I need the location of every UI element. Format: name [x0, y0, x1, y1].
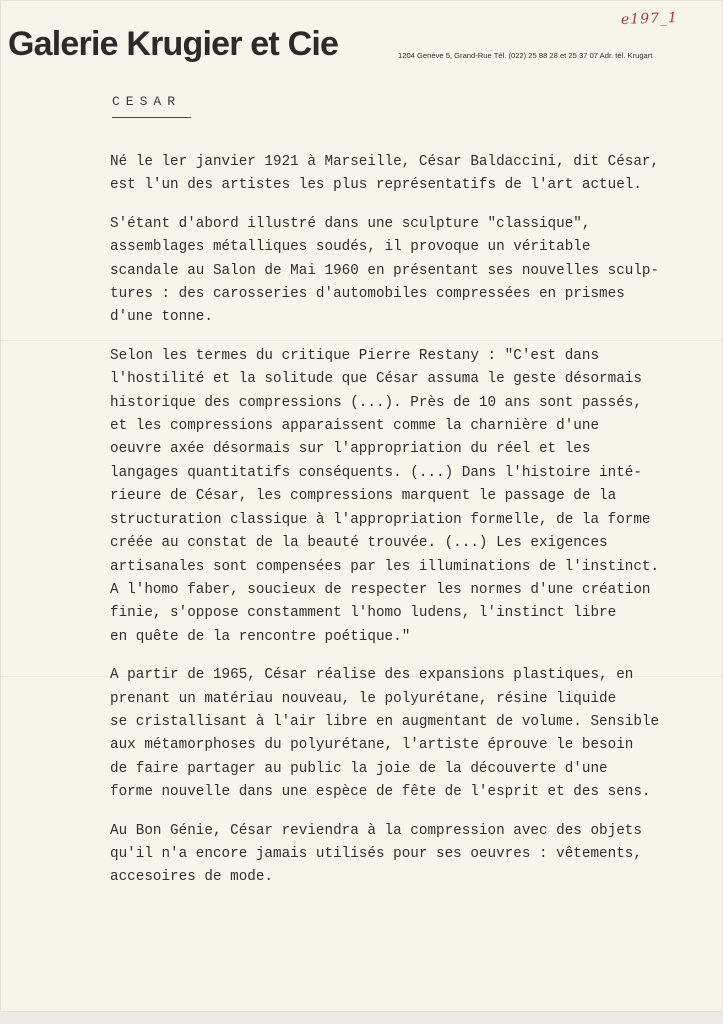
text-line: rieure de César, les compressions marquent le passage de la: [110, 488, 617, 505]
archive-reference-annotation: e197_1: [620, 10, 679, 28]
text-line: finie, s'oppose constamment l'homo ludens, l'instinct libre: [110, 605, 617, 622]
text-line: se cristallisant à l'air libre en augmentant de volume. Sensible: [110, 713, 660, 730]
title-underline: [112, 117, 191, 118]
text-line: assemblages métalliques soudés, il provoque un véritable: [110, 239, 591, 256]
document-body: [110, 151, 690, 905]
document-title: CESAR: [112, 94, 182, 109]
text-line: est l'un des artistes les plus représentatifs de l'art actuel.: [110, 177, 642, 194]
text-line: A partir de 1965, César réalise des expansions plastiques, en: [110, 667, 634, 684]
paragraph: [110, 664, 690, 804]
gallery-address: 1204 Genève 5, Grand-Rue Tél. (022) 25 88 28 et 25 37 07 Adr. tél. Krugart: [398, 51, 653, 60]
text-line: structuration classique à l'appropriation formelle, de la forme: [110, 511, 651, 528]
paragraph: [110, 151, 690, 198]
text-line: historique des compressions (...). Près de 10 ans sont passés,: [110, 394, 642, 411]
text-line: d'une tonne.: [110, 309, 213, 326]
letterhead: [8, 25, 716, 75]
text-line: de faire partager au public la joie de la découverte d'une: [110, 760, 608, 777]
text-line: créée au constat de la beauté trouvée. (...) Les exigences: [110, 535, 608, 552]
text-line: oeuvre axée désormais sur l'appropriation du réel et les: [110, 441, 591, 458]
text-line: A l'homo faber, soucieux de respecter les normes d'une création: [110, 581, 651, 598]
text-line: forme nouvelle dans une espèce de fête de l'esprit et des sens.: [110, 784, 651, 801]
text-line: Selon les termes du critique Pierre Restany : "C'est dans: [110, 347, 600, 364]
text-line: Né le ler janvier 1921 à Marseille, César Baldaccini, dit César,: [110, 154, 660, 170]
text-line: scandale au Salon de Mai 1960 en présentant ses nouvelles sculp-: [110, 262, 660, 279]
paragraph: [110, 213, 690, 330]
text-line: et les compressions apparaissent comme la charnière d'une: [110, 418, 600, 435]
text-line: artisanales sont compensées par les illuminations de l'instinct.: [110, 558, 660, 575]
text-line: S'étant d'abord illustré dans une sculpture "classique",: [110, 215, 591, 232]
gallery-name: Galerie Krugier et Cie: [8, 25, 339, 63]
text-line: en quête de la rencontre poétique.": [110, 628, 411, 645]
text-line: langages quantitatifs conséquents. (...) Dans l'histoire inté-: [110, 464, 642, 481]
text-line: tures : des carosseries d'automobiles compressées en prismes: [110, 286, 625, 303]
text-line: accesoires de mode.: [110, 869, 274, 886]
text-line: l'hostilité et la solitude que César assuma le geste désormais: [110, 371, 642, 388]
text-line: aux métamorphoses du polyurétane, l'artiste éprouve le besoin: [110, 737, 634, 754]
paragraph: [110, 345, 690, 649]
text-line: Au Bon Génie, César reviendra à la compression avec des objets: [110, 822, 642, 839]
paragraph: [110, 820, 690, 890]
text-line: prenant un matériau nouveau, le polyurétane, résine liquide: [110, 690, 617, 707]
text-line: qu'il n'a encore jamais utilisés pour ses oeuvres : vêtements,: [110, 845, 642, 862]
